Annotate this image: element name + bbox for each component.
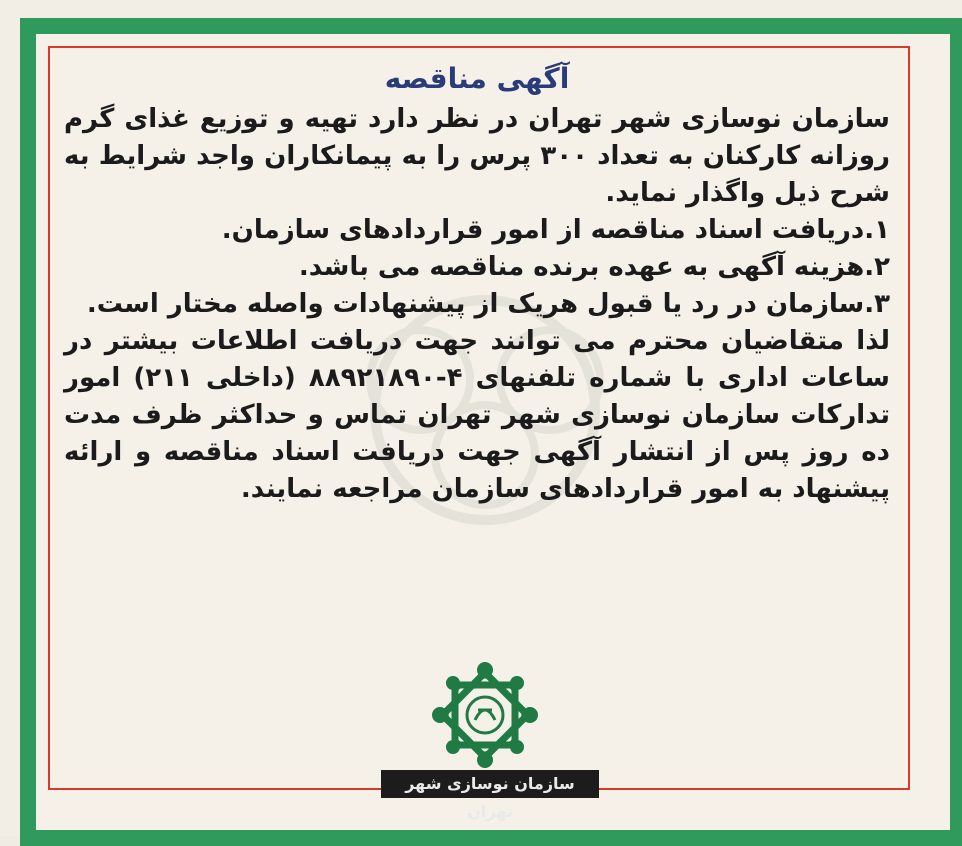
notice-item: ۲.هزینه آگهی به عهده برنده مناقصه می باشد.	[298, 252, 890, 282]
notice-item: ۱.دریافت اسناد مناقصه از امور قراردادهای سازمان.	[221, 215, 890, 245]
notice-closing: لذا متقاضیان محترم می توانند جهت دریافت اطلاعات بیشتر در ساعات اداری با شماره تلفنهای ۴-۸۸۹۲۱۸۹۰ (داخلی ۲۱۱) امور تدارکات سازمان نوسازی شهر تهران تماس و حداکثر ظرف مدت ده روز پس از انتشار آگهی جهت دریافت اسناد مناقصه و ارائه پیشنهاد به امور قراردادهای سازمان مراجعه نمایند.	[64, 326, 890, 504]
notice-body	[64, 60, 890, 508]
notice-title: آگهی مناقصه	[384, 62, 570, 95]
organization-caption: سازمان نوسازی شهر تهران	[381, 770, 599, 798]
notice-item: ۳.سازمان در رد یا قبول هریک از پیشنهادات واصله مختار است.	[86, 289, 890, 319]
tehran-municipality-logo-icon	[430, 660, 540, 770]
notice-intro: سازمان نوسازی شهر تهران در نظر دارد تهیه و توزیع غذای گرم روزانه کارکنان به تعداد ۳۰۰ پرس را به پیمانکاران واجد شرایط به شرح ذیل واگذار نماید.	[64, 104, 890, 208]
